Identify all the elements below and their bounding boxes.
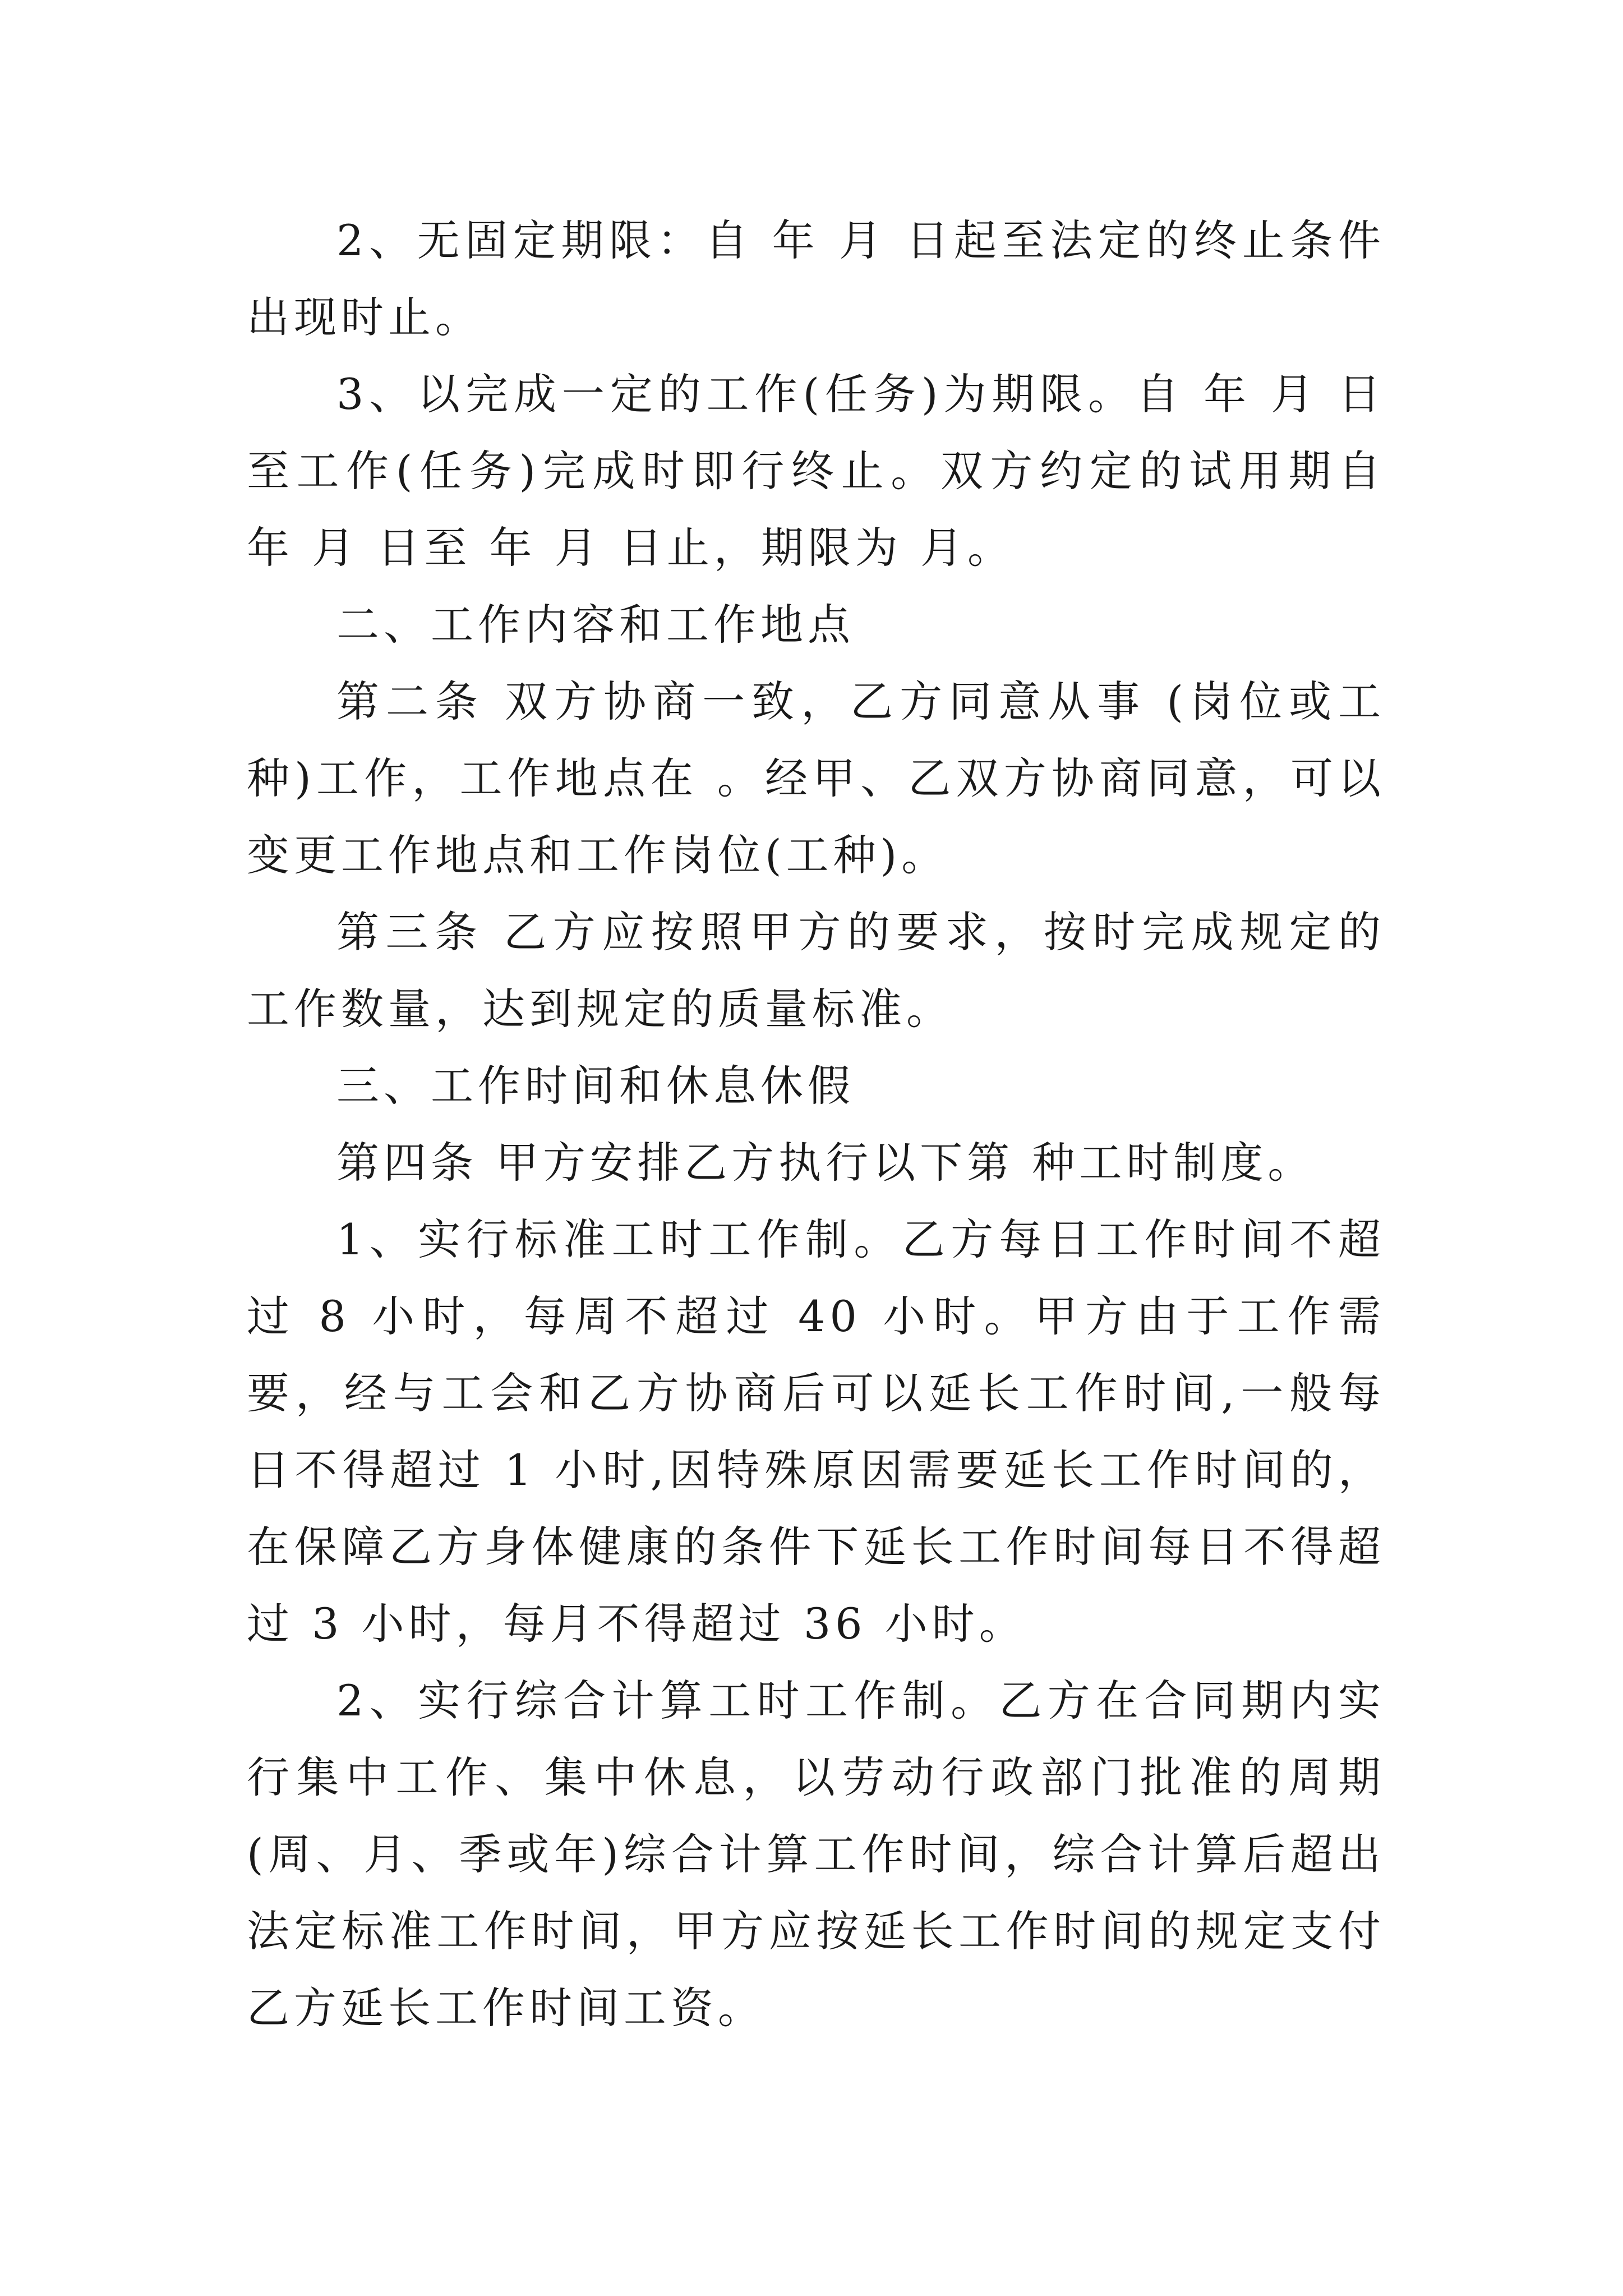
section-heading: 三、工作时间和休息休假	[336, 1061, 855, 1111]
clause-paragraph: 2、实行综合计算工时工作制。乙方在合同期内实行集中工作、集中休息，以劳动行政部门批准的周期(周、月、季或年)综合计算工作时间，综合计算后超出法定标准工作时间，甲方应按延长工作时间的规定支付乙方延长工作时间工资。	[247, 1676, 1385, 2033]
section-heading: 二、工作内容和工作地点	[336, 600, 855, 650]
clause-paragraph: 3、以完成一定的工作(任务)为期限。自 年 月 日至工作(任务)完成时即行终止。双方约定的试用期自 年 月 日至 年 月 日止，期限为 月。	[247, 369, 1385, 573]
clause-paragraph: 2、无固定期限：自 年 月 日起至法定的终止条件出现时止。	[247, 215, 1385, 342]
clause-paragraph: 第二条 双方协商一致，乙方同意从事 (岗位或工种)工作，工作地点在 。经甲、乙双方协商同意，可以变更工作地点和工作岗位(工种)。	[247, 677, 1385, 880]
clause-paragraph: 1、实行标准工时工作制。乙方每日工作时间不超过 8 小时，每周不超过 40 小时。甲方由于工作需要，经与工会和乙方协商后可以延长工作时间,一般每日不得超过 1 小时,因特殊原因需要延长工作时间的，在保障乙方身体健康的条件下延长工作时间每日不得超过 3 小时，每月不得超过 36 小时。	[247, 1214, 1385, 1649]
document-body	[247, 202, 1385, 2046]
clause-paragraph: 第四条 甲方安排乙方执行以下第 种工时制度。	[336, 1138, 1315, 1188]
clause-paragraph: 第三条 乙方应按照甲方的要求，按时完成规定的工作数量，达到规定的质量标准。	[247, 907, 1385, 1034]
